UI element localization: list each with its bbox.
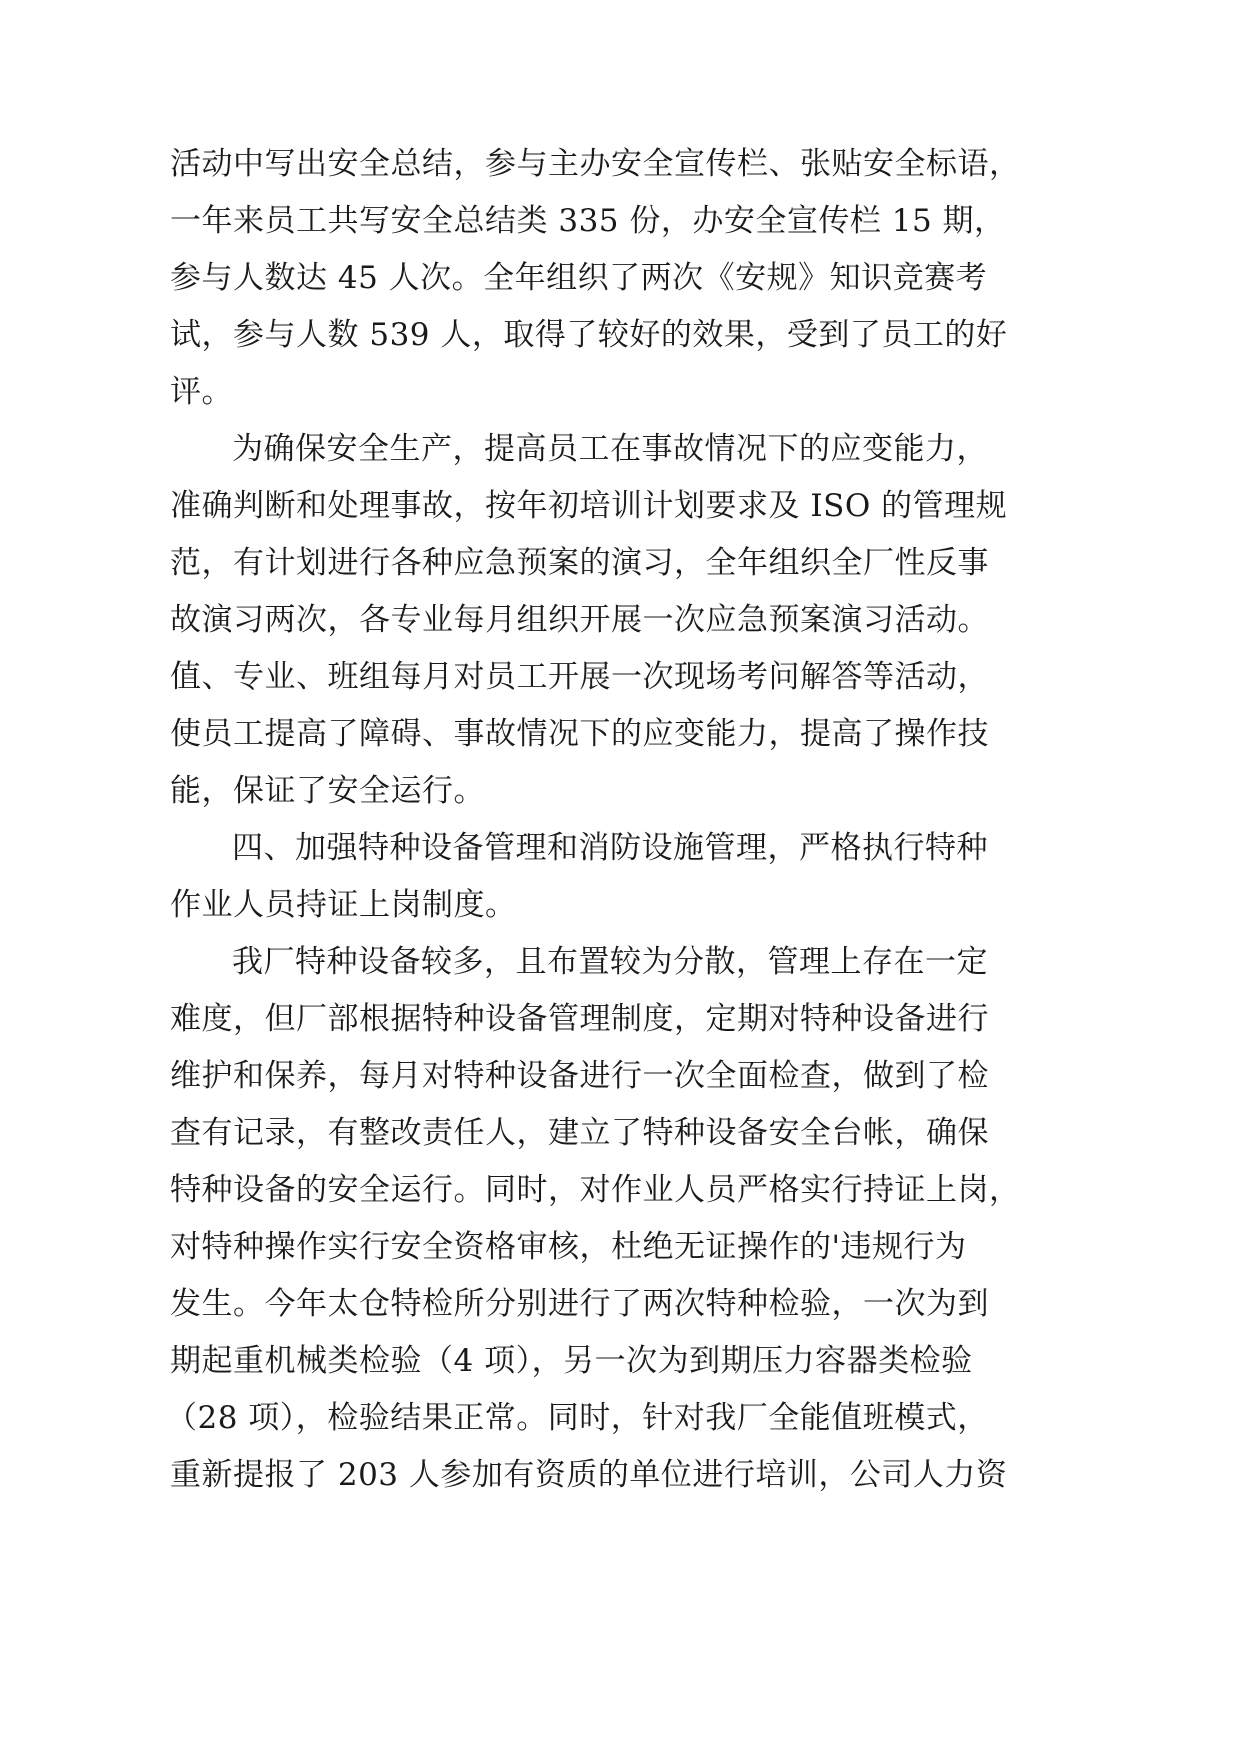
text-line-20: 对特种操作实行安全资格审核，杜绝无证操作的'违规行为 bbox=[170, 1229, 967, 1265]
text-line-17: 维护和保养，每月对特种设备进行一次全面检查，做到了检 bbox=[170, 1058, 989, 1094]
text-line-18: 查有记录，有整改责任人，建立了特种设备安全台帐，确保 bbox=[170, 1115, 989, 1151]
text-line-22: 期起重机械类检验（4 项），另一次为到期压力容器类检验 bbox=[170, 1343, 973, 1379]
text-line-3: 参与人数达 45 人次。全年组织了两次《安规》知识竞赛考 bbox=[170, 260, 988, 296]
text-line-10: 值、专业、班组每月对员工开展一次现场考问解答等活动， bbox=[170, 659, 989, 695]
text-line-13: 四、加强特种设备管理和消防设施管理，严格执行特种 bbox=[232, 830, 988, 866]
text-line-15: 我厂特种设备较多，且布置较为分散，管理上存在一定 bbox=[232, 944, 988, 980]
text-line-19: 特种设备的安全运行。同时，对作业人员严格实行持证上岗， bbox=[170, 1172, 1021, 1208]
text-line-16: 难度，但厂部根据特种设备管理制度，定期对特种设备进行 bbox=[170, 1001, 989, 1037]
text-line-11: 使员工提高了障碍、事故情况下的应变能力，提高了操作技 bbox=[170, 716, 989, 752]
text-line-1: 活动中写出安全总结，参与主办安全宣传栏、张贴安全标语， bbox=[170, 146, 1021, 182]
text-line-5: 评。 bbox=[170, 374, 233, 410]
text-line-7: 准确判断和处理事故，按年初培训计划要求及 ISO 的管理规 bbox=[170, 488, 1008, 524]
text-line-2: 一年来员工共写安全总结类 335 份，办安全宣传栏 15 期， bbox=[170, 203, 1006, 239]
text-line-21: 发生。今年太仓特检所分别进行了两次特种检验，一次为到 bbox=[170, 1286, 989, 1322]
text-line-14: 作业人员持证上岗制度。 bbox=[170, 887, 517, 923]
text-line-24: 重新提报了 203 人参加有资质的单位进行培训，公司人力资 bbox=[170, 1457, 1008, 1493]
text-line-8: 范，有计划进行各种应急预案的演习，全年组织全厂性反事 bbox=[170, 545, 989, 581]
text-line-9: 故演习两次，各专业每月组织开展一次应急预案演习活动。 bbox=[170, 602, 989, 638]
text-line-12: 能，保证了安全运行。 bbox=[170, 773, 485, 809]
text-line-4: 试，参与人数 539 人，取得了较好的效果，受到了员工的好 bbox=[170, 317, 1008, 353]
text-line-23: （28 项），检验结果正常。同时，针对我厂全能值班模式， bbox=[166, 1400, 989, 1436]
text-line-6: 为确保安全生产，提高员工在事故情况下的应变能力， bbox=[232, 431, 988, 467]
